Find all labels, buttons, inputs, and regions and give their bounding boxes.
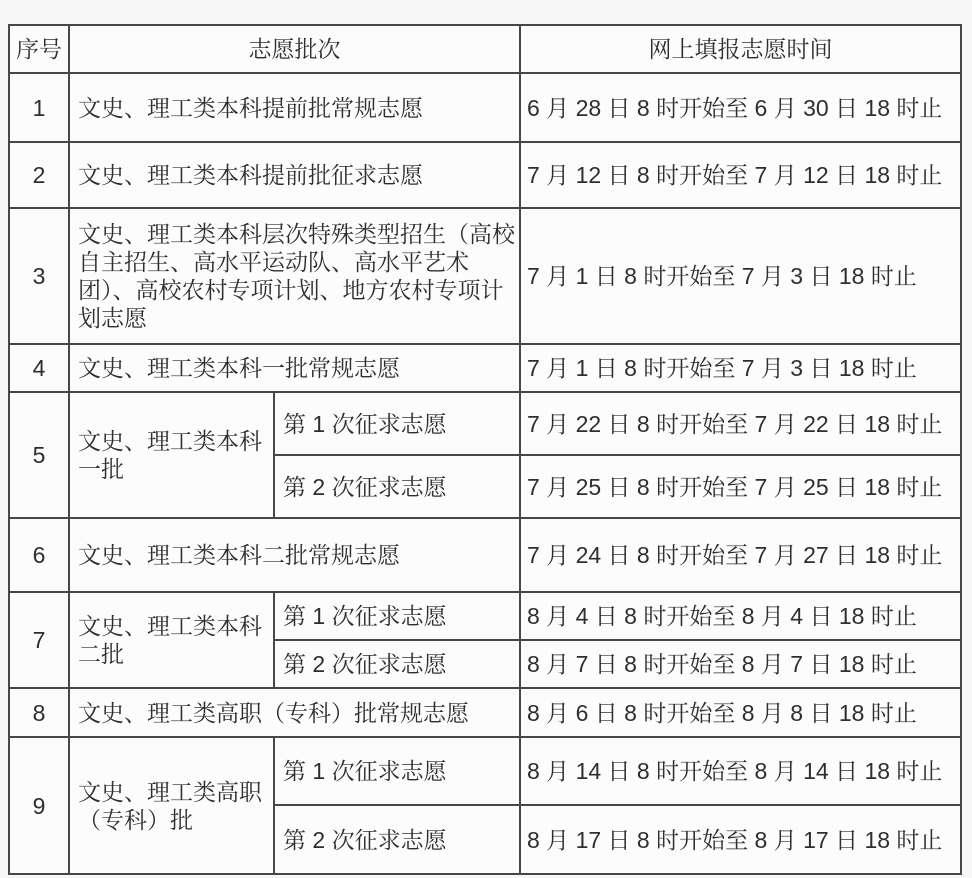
row9-sub1-time: 8 月 14 日 8 时开始至 8 月 14 日 18 时止	[520, 737, 961, 805]
row6-serial: 6	[9, 518, 69, 592]
table-row	[9, 208, 961, 344]
row8-batch: 文史、理工类高职（专科）批常规志愿	[69, 688, 520, 737]
row2-batch: 文史、理工类本科提前批征求志愿	[69, 142, 520, 208]
table-row	[9, 518, 961, 592]
row7-sub2-label: 第 2 次征求志愿	[274, 640, 520, 688]
row7-sub1-label: 第 1 次征求志愿	[274, 592, 520, 640]
row7-serial: 7	[9, 592, 69, 688]
table-row	[9, 688, 961, 737]
row8-time: 8 月 6 日 8 时开始至 8 月 8 日 18 时止	[520, 688, 961, 737]
header-time: 网上填报志愿时间	[520, 25, 961, 73]
row7-sub1-time: 8 月 4 日 8 时开始至 8 月 4 日 18 时止	[520, 592, 961, 640]
table-row	[9, 73, 961, 142]
row5-sub2-time: 7 月 25 日 8 时开始至 7 月 25 日 18 时止	[520, 455, 961, 518]
row5-sub1-time: 7 月 22 日 8 时开始至 7 月 22 日 18 时止	[520, 392, 961, 455]
header-batch: 志愿批次	[69, 25, 520, 73]
header-row	[9, 25, 961, 73]
row7-sub2-time: 8 月 7 日 8 时开始至 8 月 7 日 18 时止	[520, 640, 961, 688]
row5-serial: 5	[9, 392, 69, 518]
row8-serial: 8	[9, 688, 69, 737]
table-row	[9, 344, 961, 392]
row2-time: 7 月 12 日 8 时开始至 7 月 12 日 18 时止	[520, 142, 961, 208]
table-row	[9, 592, 961, 640]
table-row	[9, 392, 961, 455]
row4-batch: 文史、理工类本科一批常规志愿	[69, 344, 520, 392]
row2-serial: 2	[9, 142, 69, 208]
row5-sub2-label: 第 2 次征求志愿	[274, 455, 520, 518]
row6-time: 7 月 24 日 8 时开始至 7 月 27 日 18 时止	[520, 518, 961, 592]
row9-sub1-label: 第 1 次征求志愿	[274, 737, 520, 805]
row7-batch: 文史、理工类本科二批	[69, 592, 274, 688]
row4-time: 7 月 1 日 8 时开始至 7 月 3 日 18 时止	[520, 344, 961, 392]
row1-batch: 文史、理工类本科提前批常规志愿	[69, 73, 520, 142]
row3-time: 7 月 1 日 8 时开始至 7 月 3 日 18 时止	[520, 208, 961, 344]
row1-serial: 1	[9, 73, 69, 142]
volunteer-schedule-table	[8, 24, 962, 875]
table-row	[9, 142, 961, 208]
row9-batch: 文史、理工类高职（专科）批	[69, 737, 274, 874]
row4-serial: 4	[9, 344, 69, 392]
header-serial: 序号	[9, 25, 69, 73]
row9-sub2-label: 第 2 次征求志愿	[274, 805, 520, 874]
row6-batch: 文史、理工类本科二批常规志愿	[69, 518, 520, 592]
table-row	[9, 737, 961, 805]
row3-batch: 文史、理工类本科层次特殊类型招生（高校自主招生、高水平运动队、高水平艺术团）、高校农村专项计划、地方农村专项计划志愿	[69, 208, 520, 344]
row9-sub2-time: 8 月 17 日 8 时开始至 8 月 17 日 18 时止	[520, 805, 961, 874]
row5-batch: 文史、理工类本科一批	[69, 392, 274, 518]
row9-serial: 9	[9, 737, 69, 874]
row3-serial: 3	[9, 208, 69, 344]
row5-sub1-label: 第 1 次征求志愿	[274, 392, 520, 455]
row1-time: 6 月 28 日 8 时开始至 6 月 30 日 18 时止	[520, 73, 961, 142]
